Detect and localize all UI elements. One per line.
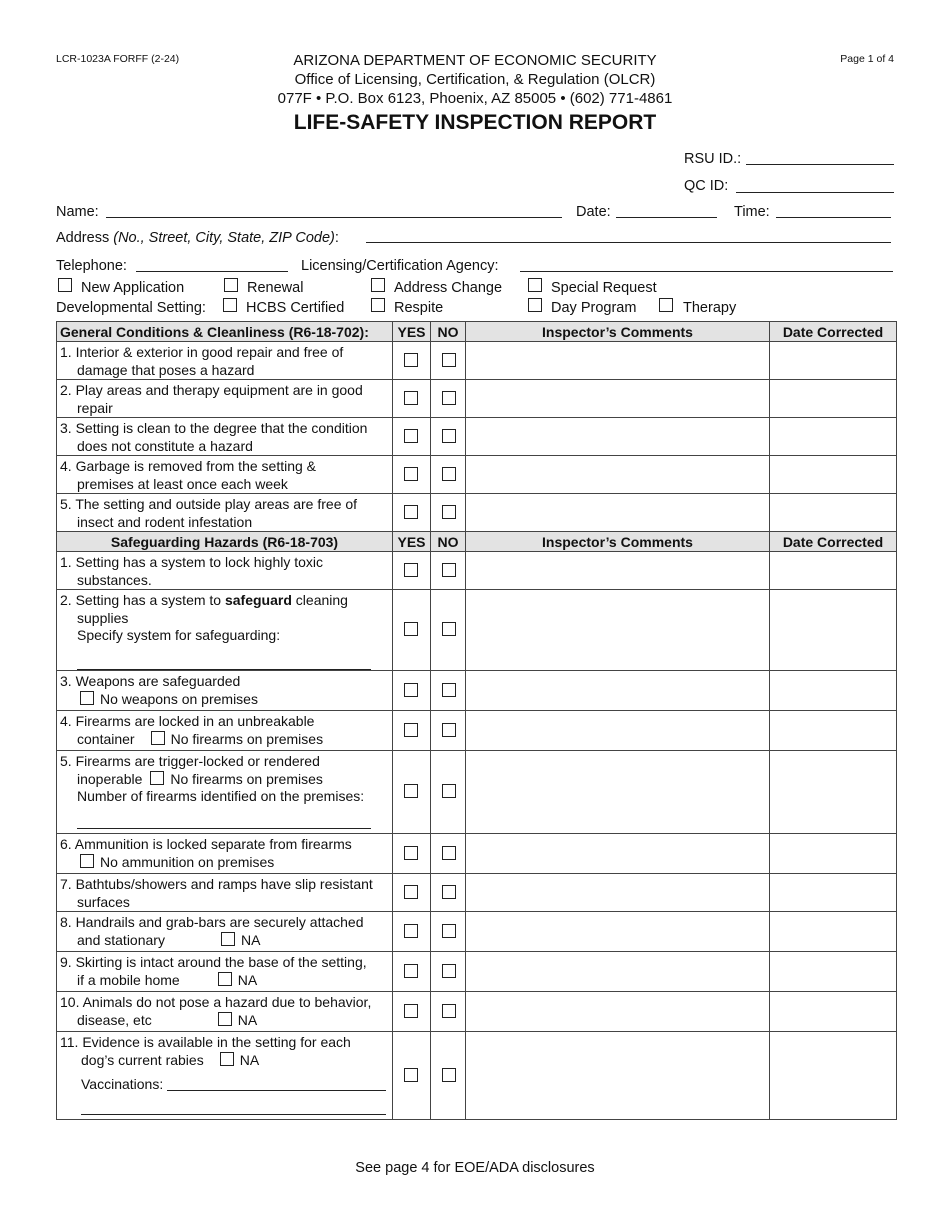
table-row <box>57 590 897 671</box>
rsu-id-label: RSU ID.: <box>684 151 742 167</box>
table-row <box>57 1032 897 1120</box>
no-checkbox[interactable] <box>442 353 456 367</box>
agency-name: ARIZONA DEPARTMENT OF ECONOMIC SECURITY <box>293 52 657 69</box>
table-row <box>57 751 897 834</box>
address-change-checkbox[interactable] <box>371 278 385 292</box>
renewal-checkbox[interactable] <box>224 278 238 292</box>
table-row <box>57 418 897 456</box>
yes-checkbox[interactable] <box>404 429 418 443</box>
table-row <box>57 456 897 494</box>
date-corrected-cell[interactable] <box>770 342 897 380</box>
comments-column-header: Inspector’s Comments <box>466 322 770 342</box>
date-label: Date: <box>576 204 611 220</box>
name-field[interactable] <box>106 217 562 218</box>
table-row <box>57 552 897 590</box>
page-number: Page 1 of 4 <box>840 53 894 65</box>
form-code: LCR-1023A FORFF (2-24) <box>56 53 180 65</box>
comments-cell[interactable] <box>466 1032 770 1120</box>
na-checkbox[interactable] <box>218 1012 232 1026</box>
date-corrected-cell[interactable] <box>770 1032 897 1120</box>
no-checkbox[interactable] <box>442 683 456 697</box>
yes-checkbox[interactable] <box>404 1068 418 1082</box>
item-text: 9. Skirting is intact around the base of the setting, if a mobile home NA <box>57 952 393 992</box>
date-corrected-cell[interactable] <box>770 456 897 494</box>
section1-title: General Conditions & Cleanliness (R6-18-702): <box>57 322 393 342</box>
date-corrected-cell[interactable] <box>770 874 897 912</box>
item-text: 10. Animals do not pose a hazard due to behavior, disease, etc NA <box>57 992 393 1032</box>
na-checkbox[interactable] <box>221 932 235 946</box>
no-checkbox[interactable] <box>442 505 456 519</box>
no-ammunition-checkbox[interactable] <box>80 854 94 868</box>
no-checkbox[interactable] <box>442 391 456 405</box>
comments-cell[interactable] <box>466 342 770 380</box>
time-label: Time: <box>734 204 770 220</box>
telephone-label: Telephone: <box>56 258 127 274</box>
item-text: 3. Weapons are safeguarded No weapons on premises <box>57 671 393 711</box>
no-firearms-checkbox[interactable] <box>151 731 165 745</box>
yes-checkbox[interactable] <box>404 1004 418 1018</box>
page-title: LIFE-SAFETY INSPECTION REPORT <box>293 111 657 134</box>
no-checkbox[interactable] <box>442 846 456 860</box>
comments-cell[interactable] <box>466 751 770 834</box>
item-text: 1. Interior & exterior in good repair and free of damage that poses a hazard <box>57 342 393 380</box>
date-field[interactable] <box>616 217 717 218</box>
qc-id-label: QC ID: <box>684 178 729 194</box>
yes-checkbox[interactable] <box>404 563 418 577</box>
inspection-table <box>56 321 897 1120</box>
respite-label: Respite <box>394 300 444 316</box>
renewal-label: Renewal <box>247 280 304 296</box>
no-checkbox[interactable] <box>442 563 456 577</box>
comments-cell[interactable] <box>466 952 770 992</box>
qc-id-field[interactable] <box>736 192 894 193</box>
no-weapons-checkbox[interactable] <box>80 691 94 705</box>
new-application-label: New Application <box>81 280 185 296</box>
safeguard-system-field[interactable] <box>77 669 371 670</box>
date-corrected-cell[interactable] <box>770 912 897 952</box>
no-checkbox[interactable] <box>442 622 456 636</box>
no-firearms-checkbox[interactable] <box>150 771 164 785</box>
table-row <box>57 494 897 532</box>
item-text: 8. Handrails and grab-bars are securely attached and stationary NA <box>57 912 393 952</box>
yes-checkbox[interactable] <box>404 622 418 636</box>
therapy-checkbox[interactable] <box>659 298 673 312</box>
table-row <box>57 380 897 418</box>
item-text: 2. Play areas and therapy equipment are in good repair <box>57 380 393 418</box>
comments-cell[interactable] <box>466 992 770 1032</box>
special-request-label: Special Request <box>551 280 657 296</box>
no-checkbox[interactable] <box>442 924 456 938</box>
date-corrected-cell[interactable] <box>770 751 897 834</box>
no-checkbox[interactable] <box>442 467 456 481</box>
na-checkbox[interactable] <box>218 972 232 986</box>
date-corrected-cell[interactable] <box>770 418 897 456</box>
date-corrected-cell[interactable] <box>770 494 897 532</box>
table-row <box>57 671 897 711</box>
table-row <box>57 992 897 1032</box>
office-name: Office of Licensing, Certification, & Regulation (OLCR) <box>294 71 656 88</box>
section1-header-row <box>57 322 897 342</box>
date-corrected-cell[interactable] <box>770 671 897 711</box>
comments-cell[interactable] <box>466 874 770 912</box>
respite-checkbox[interactable] <box>371 298 385 312</box>
date-corrected-column-header: Date Corrected <box>770 532 897 552</box>
day-program-label: Day Program <box>551 300 637 316</box>
time-field[interactable] <box>776 217 891 218</box>
table-row <box>57 342 897 380</box>
table-row <box>57 874 897 912</box>
item-text: 3. Setting is clean to the degree that the condition does not constitute a hazard <box>57 418 393 456</box>
yes-checkbox[interactable] <box>404 505 418 519</box>
rsu-id-field[interactable] <box>746 164 894 165</box>
no-checkbox[interactable] <box>442 1068 456 1082</box>
yes-checkbox[interactable] <box>404 723 418 737</box>
address-field[interactable] <box>366 242 891 243</box>
agency-field[interactable] <box>520 271 893 272</box>
yes-column-header: YES <box>393 322 431 342</box>
comments-cell[interactable] <box>466 494 770 532</box>
comments-cell[interactable] <box>466 671 770 711</box>
no-checkbox[interactable] <box>442 723 456 737</box>
no-checkbox[interactable] <box>442 784 456 798</box>
comments-cell[interactable] <box>466 552 770 590</box>
no-column-header: NO <box>431 532 466 552</box>
na-checkbox[interactable] <box>220 1052 234 1066</box>
day-program-checkbox[interactable] <box>528 298 542 312</box>
date-corrected-column-header: Date Corrected <box>770 322 897 342</box>
special-request-checkbox[interactable] <box>528 278 542 292</box>
address-change-label: Address Change <box>394 280 503 296</box>
yes-checkbox[interactable] <box>404 353 418 367</box>
section2-title: Safeguarding Hazards (R6-18-703) <box>57 532 393 552</box>
comments-column-header: Inspector’s Comments <box>466 532 770 552</box>
no-column-header: NO <box>431 322 466 342</box>
vaccinations-field-2[interactable] <box>81 1114 386 1115</box>
yes-column-header: YES <box>393 532 431 552</box>
comments-cell[interactable] <box>466 834 770 874</box>
yes-checkbox[interactable] <box>404 964 418 978</box>
date-corrected-cell[interactable] <box>770 590 897 671</box>
comments-cell[interactable] <box>466 590 770 671</box>
no-checkbox[interactable] <box>442 885 456 899</box>
item-text: 4. Firearms are locked in an unbreakable container No firearms on premises <box>57 711 393 751</box>
item-text: 7. Bathtubs/showers and ramps have slip resistant surfaces <box>57 874 393 912</box>
telephone-field[interactable] <box>136 271 288 272</box>
yes-checkbox[interactable] <box>404 784 418 798</box>
office-address: 077F • P.O. Box 6123, Phoenix, AZ 85005 • (602) 771-4861 <box>277 90 673 107</box>
yes-checkbox[interactable] <box>404 924 418 938</box>
comments-cell[interactable] <box>466 418 770 456</box>
table-row <box>57 834 897 874</box>
vaccinations-label: Vaccinations: <box>81 1076 164 1092</box>
no-checkbox[interactable] <box>442 964 456 978</box>
agency-label: Licensing/Certification Agency: <box>301 258 499 274</box>
item-text: 4. Garbage is removed from the setting & premises at least once each week <box>57 456 393 494</box>
date-corrected-cell[interactable] <box>770 380 897 418</box>
yes-checkbox[interactable] <box>404 391 418 405</box>
item-text: 5. Firearms are trigger-locked or rendered inoperable No firearms on premises Number of firearms identified on the premises: <box>57 751 393 834</box>
date-corrected-cell[interactable] <box>770 552 897 590</box>
no-checkbox[interactable] <box>442 1004 456 1018</box>
date-corrected-cell[interactable] <box>770 834 897 874</box>
yes-checkbox[interactable] <box>404 467 418 481</box>
section2-header-row <box>57 532 897 552</box>
item-text: 11. Evidence is available in the setting for each dog’s current rabies NA Vaccinations: <box>57 1032 393 1120</box>
therapy-label: Therapy <box>683 300 737 316</box>
table-row <box>57 912 897 952</box>
vaccinations-field[interactable] <box>167 1090 386 1091</box>
date-corrected-cell[interactable] <box>770 952 897 992</box>
item-text: 2. Setting has a system to safeguard cleaning supplies Specify system for safeguarding: <box>57 590 393 671</box>
yes-checkbox[interactable] <box>404 683 418 697</box>
date-corrected-cell[interactable] <box>770 992 897 1032</box>
comments-cell[interactable] <box>466 912 770 952</box>
address-label: Address (No., Street, City, State, ZIP Code): <box>56 230 339 246</box>
comments-cell[interactable] <box>466 456 770 494</box>
comments-cell[interactable] <box>466 711 770 751</box>
new-application-checkbox[interactable] <box>58 278 72 292</box>
hcbs-label: HCBS Certified <box>246 300 345 316</box>
hcbs-checkbox[interactable] <box>223 298 237 312</box>
yes-checkbox[interactable] <box>404 846 418 860</box>
date-corrected-cell[interactable] <box>770 711 897 751</box>
comments-cell[interactable] <box>466 380 770 418</box>
yes-checkbox[interactable] <box>404 885 418 899</box>
name-label: Name: <box>56 204 99 220</box>
table-row <box>57 952 897 992</box>
item-text: 6. Ammunition is locked separate from firearms No ammunition on premises <box>57 834 393 874</box>
dev-setting-label: Developmental Setting: <box>56 300 206 316</box>
table-row <box>57 711 897 751</box>
no-checkbox[interactable] <box>442 429 456 443</box>
firearm-count-field[interactable] <box>77 828 371 829</box>
footer-note: See page 4 for EOE/ADA disclosures <box>355 1160 595 1176</box>
item-text: 1. Setting has a system to lock highly toxic substances. <box>57 552 393 590</box>
item-text: 5. The setting and outside play areas are free of insect and rodent infestation <box>57 494 393 532</box>
